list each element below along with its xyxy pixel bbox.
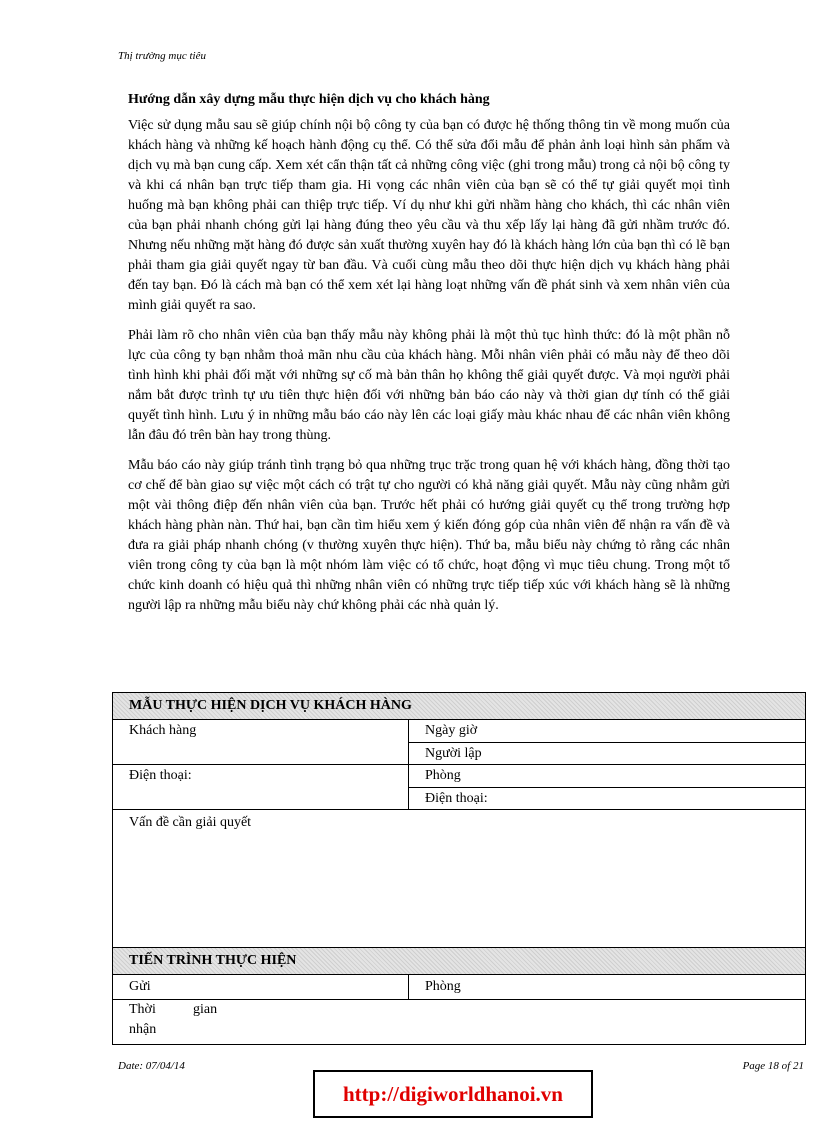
service-form bbox=[112, 692, 806, 1045]
customer-field: Khách hàng bbox=[113, 720, 409, 764]
website-url-link[interactable]: http://digiworldhanoi.vn bbox=[313, 1070, 593, 1118]
customer-row bbox=[113, 720, 805, 765]
time-received-field bbox=[113, 1000, 805, 1044]
section-title: Hướng dẫn xây dựng mẫu thực hiện dịch vụ cho khách hàng bbox=[128, 92, 490, 107]
time-label-1: Thời bbox=[129, 1002, 156, 1017]
department-field: Phòng bbox=[425, 768, 461, 783]
time-label-3: nhận bbox=[129, 1022, 157, 1037]
footer-date: Date: 07/04/14 bbox=[118, 1060, 185, 1072]
time-label-2: gian bbox=[193, 1002, 218, 1017]
sent-field: Gửi bbox=[113, 975, 409, 999]
phone2-field: Điện thoại: bbox=[409, 787, 805, 809]
paragraph-1: Việc sử dụng mẫu sau sẽ giúp chính nội bộ công ty của bạn có được hệ thống thông tin về mong muốn của khách hàng và những kế hoạch hành động cụ thể. Có thể sửa đổi mẫu để phản ảnh loại hình sản phẩm và dịch vụ mà bạn cung cấp. Xem xét cẩn thận tất cả những công việc (ghi trong mẫu) trong cả nội bộ công ty và khi cá nhân bạn trực tiếp tham gia. Hi vọng các nhân viên của bạn sẽ có thể tự giải quyết mọi tình huống mà bạn không phải can thiệp trực tiếp. Ví dụ như khi gửi nhầm hàng cho khách, thì các nhân viên của bạn phải nhanh chóng gửi lại hàng đúng theo yêu cầu và thu xếp lấy lại hàng đã gửi nhầm trước đó. Nhưng nếu những mặt hàng đó được sản xuất thường xuyên hay đó là khách hàng lớn của bạn thì có lẽ bạn phải tham gia giải quyết ngay từ ban đầu. Và cuối cùng mẫu theo dõi thực hiện dịch vụ khách hàng phải đến tay bạn. Đó là cách mà bạn có thể xem xét lại hàng loạt những vấn đề phát sinh và xem nhân viên của mình giải quyết ra sao. bbox=[128, 118, 730, 313]
phone-field: Điện thoại: bbox=[113, 765, 409, 809]
issue-field: Vấn đề cần giải quyết bbox=[113, 810, 805, 948]
running-header: Thị trường mục tiêu bbox=[118, 50, 206, 62]
phone-row bbox=[113, 765, 805, 810]
process-department-field: Phòng bbox=[425, 979, 461, 994]
body-text bbox=[128, 116, 730, 626]
sent-row bbox=[113, 975, 805, 1000]
footer-page-number: Page 18 of 21 bbox=[742, 1060, 804, 1072]
datetime-field: Ngày giờ bbox=[425, 723, 478, 738]
process-title: TIẾN TRÌNH THỰC HIỆN bbox=[113, 948, 805, 975]
paragraph-2: Phải làm rõ cho nhân viên của bạn thấy mẫu này không phải là một thủ tục hình thức: đó là một phần nỗ lực của công ty bạn nhằm thoả mãn nhu cầu của khách hàng. Mỗi nhân viên phải có mẫu này để theo dõi tình hình khi phải đối mặt với những sự cố mà bản thân họ không thể giải quyết được. Và mọi người phải nắm bắt được trình tự ưu tiên thực hiện đối với những bản báo cáo này và thời gian dự tính có thể giải quyết tình hình. Lưu ý in những mẫu báo cáo này lên các loại giấy màu khác nhau để các nhân viên không lẫn đâu đó trên bàn hay trong thùng. bbox=[128, 328, 730, 443]
paragraph-3: Mẫu báo cáo này giúp tránh tình trạng bỏ qua những trục trặc trong quan hệ với khách hàng, đồng thời tạo cơ chế để bàn giao sự việc một cách có trật tự cho người có khả năng giải quyết. Mẫu này cũng nhằm gửi một vài thông điệp đến nhân viên của bạn. Trước hết phải có hướng giải quyết cụ thể trong trường hợp khách hàng phàn nàn. Thứ hai, bạn cần tìm hiểu xem ý kiến đóng góp của nhân viên để nhận ra vấn đề và đưa ra giải pháp nhanh chóng (v thường xuyên thực hiện). Thứ ba, mẫu biểu này chứng tỏ rằng các nhân viên trong công ty của bạn là một nhóm làm việc có tổ chức, hoạt động vì mục tiêu chung. Trong một tổ chức kinh doanh có hiệu quả thì những nhân viên có những trực tiếp tiếp xúc với khách hàng sẽ là những người lập ra những mẫu biểu này chứ không phải các nhà quản lý. bbox=[128, 458, 730, 613]
form-title: MẪU THỰC HIỆN DỊCH VỤ KHÁCH HÀNG bbox=[113, 693, 805, 720]
creator-field: Người lập bbox=[409, 742, 805, 764]
